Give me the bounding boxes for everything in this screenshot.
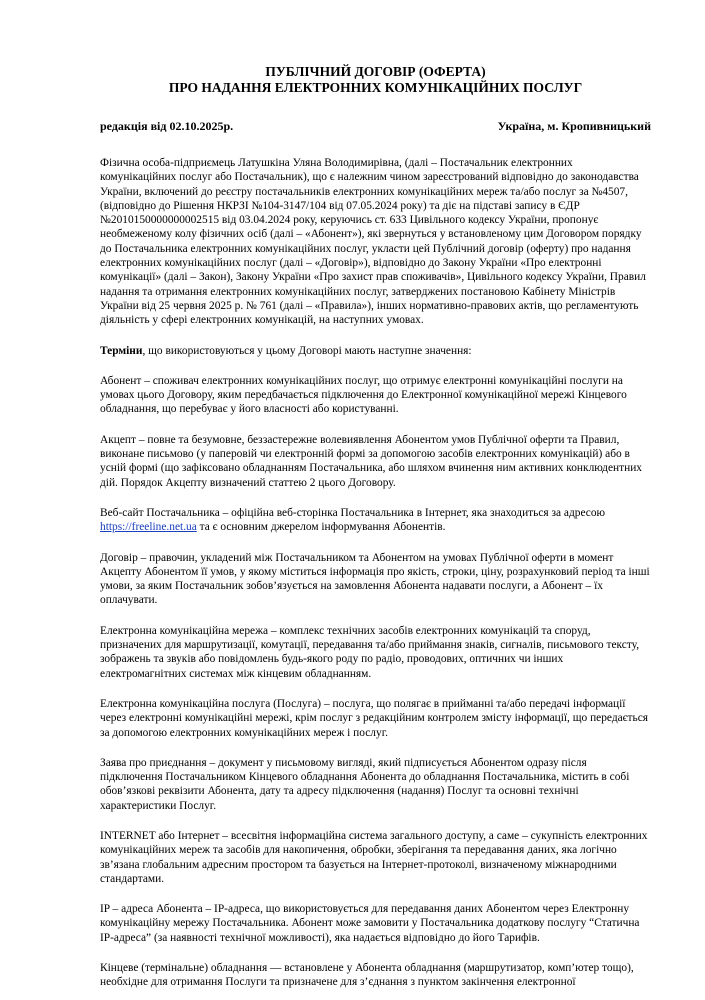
intro-paragraph: Фізична особа-підприємець Латушкіна Уляна Володимирівна, (далі – Постачальник електронних комунікаційних послуг або Постачальник), що є належним чином зареєстрований відповідно до законодавства України, включений до реєстру постачальників електронних комунікаційних мереж та/або послуг за №4507, (відповідно до Рішення НКРЗІ №104-3147/104 від 07.05.2024 року) та діє на підставі запису в ЄДР №2010150000000002515 від 03.04.2024 року, керуючись ст. 633 Цивільного кодексу України, пропонує необмеженому колу фізичних осіб (далі – «Абонент»), які звернуться у встановленому цим Договором порядку до Постачальника електронних комунікаційних послуг, укласти цей Публічний договір (оферту) про надання електронних комунікаційних послуг (далі – «Договір»), відповідно до Закону України «Про електронні комунікації» (далі – Закон), Закону України «Про захист прав споживачів», Цивільного кодексу України, Правил надання та отримання електронних комунікаційних послуг, затверджених постановою Кабінету Міністрів України від 25 червня 2025 р. № 761 (далі – «Правила»), інших нормативно-правових актів, що регламентують діяльність у сфері електронних комунікацій, на наступних умовах. [100,157,646,327]
terms-intro [100,344,651,358]
definition-application: Заява про приєднання – документ у письмовому вигляді, який підписується Абонентом одразу після підключення Постачальником Кінцевого обладнання Абонента до обладнання Постачальника, містить в собі обов’язкові реквізити Абонента, дату та адресу підключення (надання) Послуг та основні технічні характеристики Послуг. [100,756,630,812]
document-title-line-1: ПУБЛІЧНИЙ ДОГОВІР (ОФЕРТА) [265,64,486,79]
definition-ip: IP – адреса Абонента – IP-адреса, що використовується для передавання даних Абонентом через Електронну комунікаційну мережу Постачальника. Абонент може замовити у Постачальника додаткову послугу “Статична IP-адреса” (за наявності технічної можливості), яка надається відповідно до його Тарифів. [100,903,640,944]
definition-contract: Договір – правочин, укладений між Постачальником та Абонентом на умовах Публічної оферти в момент Акцепту Абонентом її умов, у якому міститься інформація про якість, строки, ціну, розрахунковий період та інші умови, за яким Постачальник зобов’язується на замовлення Абонента надавати послуги, а Абонент – їх оплачувати. [100,551,650,607]
definition-network: Електронна комунікаційна мережа – комплекс технічних засобів електронних комунікацій та споруд, призначених для маршрутизації, комутації, передавання та/або приймання знаків, сигналів, письмового тексту, зображень та звуків або повідомлень будь-якого роду по радіо, проводових, оптичних чи інших електромагнітних системах між кінцевим обладнанням. [100,624,640,680]
definition-terminal: Кінцеве (термінальне) обладнання — встановлене у Абонента обладнання (маршрутизатор, комп’ютер тощо), необхідне для отримання Послуги та призначене для з’єднання з пунктом закінчення електронної [100,962,634,989]
website-link[interactable]: https://freeline.net.ua [100,521,197,534]
document-place: Україна, м. Кропивницький [497,119,651,133]
definition-accept: Акцепт – повне та безумовне, беззастережне волевиявлення Абонентом умов Публічної оферти та Правил, виконане письмово (у паперовій чи електронній формі за допомогою засобів електронних комунікацій) або в усній формі (що зафіксовано обладнанням Постачальника, або шляхом вчинення ним активних конклюдентних дій. Порядок Акцепту визначений статтею 2 цього Договору. [100,433,642,489]
terms-intro-text: , що використовуються у цьому Договорі мають наступне значення: [142,344,472,357]
edition-date: редакція від 02.10.2025р. [100,119,234,133]
definition-internet: INTERNET або Інтернет – всесвітня інформаційна система загального доступу, а саме – сукупність електронних комунікаційних мереж та засобів для накопичення, обробки, зберігання та передавання даних, яка логічно зв’язана глобальним адресним простором та базується на Інтернет-протоколі, визначеному міжнародними стандартами. [100,829,648,885]
definition-website-text-end: та є основним джерелом інформування Абонентів. [196,521,446,534]
document-title-line-2: ПРО НАДАННЯ ЕЛЕКТРОННИХ КОМУНІКАЦІЙНИХ ПОСЛУГ [168,80,583,95]
definition-website-text: Веб-сайт Постачальника – офіційна веб-сторінка Постачальника в Інтернет, яка знаходиться за адресою [100,506,606,519]
definition-service: Електронна комунікаційна послуга (Послуга) – послуга, що полягає в прийманні та/або передачі інформації через електронні комунікаційні мережі, крім послуг з редакційним контролем змісту інформації, що передається за допомогою електронних комунікаційних мереж і послуг. [100,697,649,739]
terms-heading: Терміни [100,344,143,357]
definition-abonent: Абонент – споживач електронних комунікаційних послуг, що отримує електронні комунікаційні послуги на умовах цього Договору, яким передбачається підключення до Електронної комунікаційної мережі Кінцевого обладнання, що перебуває у його власності або користуванні. [100,374,627,416]
definition-website [100,506,651,535]
document-meta [100,119,651,133]
